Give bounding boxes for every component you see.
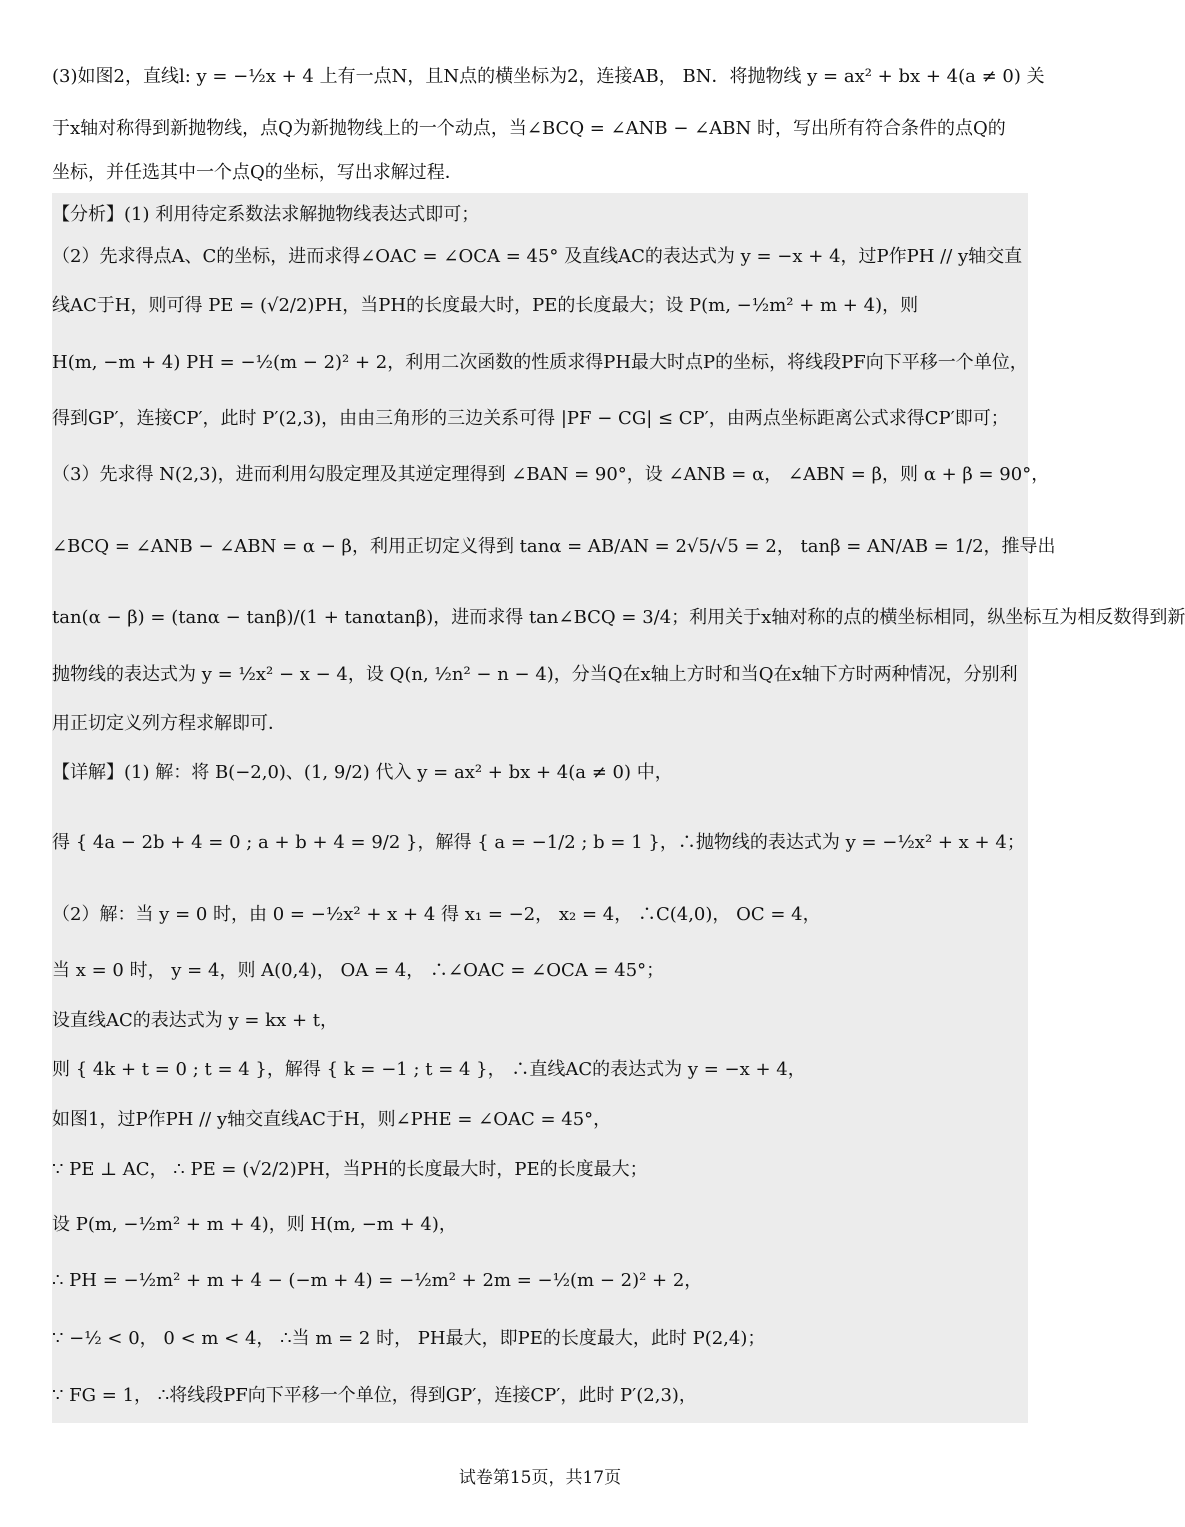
detail-line-10: ∴ PH = −½m² + m + 4 − (−m + 4) = −½m² + 2m = −½(m − 2)² + 2， <box>52 1270 703 1291</box>
detail-line-1: 【详解】(1) 解：将 B(−2,0)、(1, 9/2) 代入 y = ax² + bx + 4(a ≠ 0) 中， <box>52 762 673 783</box>
analysis-line-2: （2）先求得点A、C的坐标，进而求得∠OAC = ∠OCA = 45° 及直线AC的表达式为 y = −x + 4，过P作PH // y轴交直 <box>52 246 1023 267</box>
analysis-line-9: 抛物线的表达式为 y = ½x² − x − 4，设 Q(n, ½n² − n − 4)，分当Q在x轴上方时和当Q在x轴下方时两种情况，分别利 <box>52 664 1018 685</box>
analysis-line-7: ∠BCQ = ∠ANB − ∠ABN = α − β，利用正切定义得到 tanα = AB/AN = 2√5/√5 = 2， tanβ = AN/AB = 1/2，推导出 <box>52 536 1056 557</box>
detail-line-12: ∵ FG = 1， ∴将线段PF向下平移一个单位，得到GP′，连接CP′，此时 P′(2,3)， <box>52 1385 697 1406</box>
detail-line-9: 设 P(m, −½m² + m + 4)，则 H(m, −m + 4)， <box>52 1214 457 1235</box>
page-footer: 试卷第15页，共17页 <box>458 1468 622 1488</box>
question-line-2: 于x轴对称得到新抛物线，点Q为新抛物线上的一个动点，当∠BCQ = ∠ANB − ∠ABN 时，写出所有符合条件的点Q的 <box>52 118 1006 139</box>
detail-line-8: ∵ PE ⊥ AC， ∴ PE = (√2/2)PH，当PH的长度最大时，PE的长度最大； <box>52 1159 648 1180</box>
analysis-line-4: H(m, −m + 4) PH = −½(m − 2)² + 2，利用二次函数的性质求得PH最大时点P的坐标，将线段PF向下平移一个单位， <box>52 352 1028 373</box>
detail-line-7: 如图1，过P作PH // y轴交直线AC于H，则∠PHE = ∠OAC = 45°， <box>52 1109 612 1130</box>
solution-panel <box>52 193 1185 1423</box>
detail-line-4: 当 x = 0 时， y = 4，则 A(0,4)， OA = 4， ∴∠OAC = ∠OCA = 45°； <box>52 960 665 981</box>
analysis-line-6: （3）先求得 N(2,3)，进而利用勾股定理及其逆定理得到 ∠BAN = 90°，设 ∠ANB = α， ∠ABN = β，则 α + β = 90°， <box>52 464 1050 485</box>
detail-line-6: 则 { 4k + t = 0 ; t = 4 }，解得 { k = −1 ; t = 4 }， ∴直线AC的表达式为 y = −x + 4， <box>52 1059 806 1080</box>
analysis-line-10: 用正切定义列方程求解即可． <box>52 713 286 734</box>
analysis-line-8: tan(α − β) = (tanα − tanβ)/(1 + tanαtanβ)，进而求得 tan∠BCQ = 3/4；利用关于x轴对称的点的横坐标相同，纵坐标互为相反数得到新 <box>52 607 1185 628</box>
question-line-1: (3)如图2，直线l: y = −½x + 4 上有一点N，且N点的横坐标为2，连接AB， BN．将抛物线 y = ax² + bx + 4(a ≠ 0) 关 <box>52 66 1045 87</box>
analysis-line-1: 【分析】(1) 利用待定系数法求解抛物线表达式即可； <box>52 204 480 225</box>
analysis-line-5: 得到GP′，连接CP′，此时 P′(2,3)，由由三角形的三边关系可得 |PF − CG| ≤ CP′，由两点坐标距离公式求得CP′即可； <box>52 408 1009 429</box>
question-line-3: 坐标，并任选其中一个点Q的坐标，写出求解过程． <box>52 162 463 183</box>
analysis-line-3: 线AC于H，则可得 PE = (√2/2)PH，当PH的长度最大时，PE的长度最大；设 P(m, −½m² + m + 4)，则 <box>52 295 919 316</box>
detail-line-11: ∵ −½ < 0， 0 < m < 4， ∴当 m = 2 时， PH最大，即PE的长度最大，此时 P(2,4)； <box>52 1328 766 1349</box>
detail-line-2: 得 { 4a − 2b + 4 = 0 ; a + b + 4 = 9/2 }，解得 { a = −1/2 ; b = 1 }，∴抛物线的表达式为 y = −½x² + x + 4； <box>52 832 1025 853</box>
detail-line-5: 设直线AC的表达式为 y = kx + t， <box>52 1010 339 1031</box>
detail-line-3: （2）解：当 y = 0 时，由 0 = −½x² + x + 4 得 x₁ = −2， x₂ = 4， ∴C(4,0)， OC = 4， <box>52 904 821 925</box>
